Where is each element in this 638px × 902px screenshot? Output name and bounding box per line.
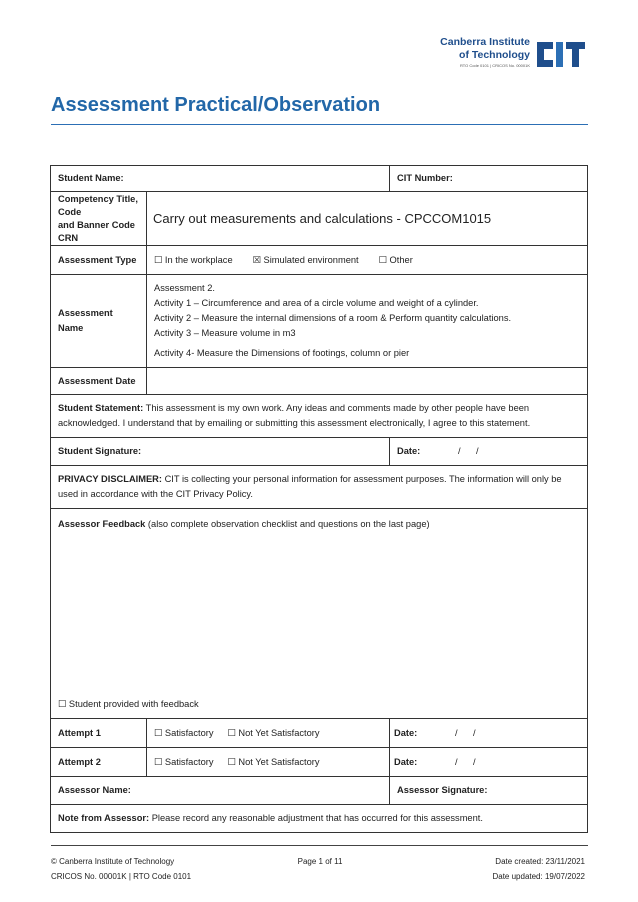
competency-label-line-3: CRN [58,232,79,243]
date-slash: / [475,446,479,456]
footer-cricos: CRICOS No. 00001K | RTO Code 0101 [51,872,192,881]
simulated-environment-checkbox[interactable]: ☒ Simulated environment [252,254,359,265]
assessment-date-row [51,368,588,395]
attempt-date-field[interactable] [390,748,588,777]
logo-line-3: RTO Code 0101 | CRICOS No. 00001K [459,63,530,68]
workplace-checkbox[interactable]: ☐ In the workplace [154,254,233,265]
cit-number-label: CIT Number: [397,173,453,183]
assessor-row [51,777,588,805]
assessor-feedback-note: (also complete observation checklist and questions on the last page) [145,519,430,529]
student-signature-row [51,438,588,466]
assessor-note [51,805,588,833]
student-statement-label: Student Statement: [58,403,144,413]
privacy-label: PRIVACY DISCLAIMER: [58,474,162,484]
date-slash: / [472,727,476,738]
assessor-name-field[interactable] [51,777,390,805]
assessment-name-value [147,275,588,368]
date-slash: / [457,446,461,456]
student-statement [51,395,588,438]
date-slash: / [454,727,458,738]
competency-label [51,192,147,246]
attempt-label: Attempt 2 [51,748,147,777]
student-statement-text: This assessment is my own work. Any ideas and comments made by other people have been acknowledged. I understand that by emailing or submitting this assessment electronically, I agree to this statement. [58,403,531,428]
logo-line-2: of Technology [459,49,530,61]
competency-row [51,192,588,246]
student-name-field[interactable] [51,166,390,192]
date-slash: / [454,756,458,767]
assessor-feedback-heading [58,517,430,532]
student-signature-label: Student Signature: [58,446,142,456]
assessment-name-row [51,275,588,368]
date-label: Date: [394,727,418,738]
satisfactory-checkbox[interactable]: ☐ Satisfactory [154,756,214,767]
feedback-provided-checkbox[interactable]: ☐ Student provided with feedback [58,699,199,709]
assessor-signature-field[interactable] [390,777,588,805]
assessment-name-line: Activity 4- Measure the Dimensions of footings, column or pier [154,348,410,358]
assessment-name-line: Assessment 2. [154,283,215,293]
footer-copyright: © Canberra Institute of Technology [51,857,175,866]
attempt-date-field[interactable] [390,719,588,748]
assessor-note-row [51,805,588,833]
satisfactory-checkbox[interactable]: ☐ Satisfactory [154,727,214,738]
assessment-form-table [50,165,588,833]
title-divider [51,124,588,125]
privacy-disclaimer [51,466,588,509]
privacy-row [51,466,588,509]
page-title: Assessment Practical/Observation [51,94,381,116]
cit-logo [430,36,590,76]
student-name-label: Student Name: [58,173,124,183]
date-label: Date: [394,756,418,767]
assessor-note-text: Please record any reasonable adjustment that has occurred for this assessment. [149,813,483,823]
student-statement-row [51,395,588,438]
student-date-field[interactable] [390,438,588,466]
assessment-name-line: Activity 3 – Measure volume in m3 [154,328,296,338]
assessor-note-label: Note from Assessor: [58,813,150,823]
assessor-name-label: Assessor Name: [58,785,131,795]
assessment-type-label: Assessment Type [51,246,147,275]
footer-page-number: Page 1 of 11 [297,857,343,866]
student-signature-field[interactable] [51,438,390,466]
assessor-feedback-row [51,509,588,719]
cit-number-field[interactable] [390,166,588,192]
attempt-row [51,719,588,748]
attempt-row [51,748,588,777]
competency-label-line-1: Competency Title, Code [58,193,138,217]
date-label: Date: [397,446,421,456]
assessment-date-label: Assessment Date [51,368,147,395]
assessment-name-line: Activity 1 – Circumference and area of a circle volume and weight of a cylinder. [154,298,479,308]
date-slash: / [472,756,476,767]
student-name-row [51,166,588,192]
not-yet-satisfactory-checkbox[interactable]: ☐ Not Yet Satisfactory [227,727,320,738]
logo-text [430,36,530,70]
logo-line-1: Canberra Institute [440,36,530,48]
other-checkbox[interactable]: ☐ Other [378,254,413,265]
privacy-text: CIT is collecting your personal information for assessment purposes. The information will only be used in accordance with the CIT Privacy Policy. [58,474,562,499]
attempt-options [147,719,390,748]
assessment-name-label: Assessment Name [51,275,147,368]
assessment-type-row [51,246,588,275]
assessment-type-options [147,246,588,275]
footer-date-updated: Date updated: 19/07/2022 [492,872,585,881]
assessor-signature-label: Assessor Signature: [397,785,488,795]
assessor-feedback-label: Assessor Feedback [58,519,146,529]
competency-label-line-2: and Banner Code [58,219,135,230]
footer-divider [51,845,588,846]
assessor-feedback-field[interactable] [51,509,588,719]
attempt-options [147,748,390,777]
not-yet-satisfactory-checkbox[interactable]: ☐ Not Yet Satisfactory [227,756,320,767]
cit-logo-mark-icon [535,38,587,71]
assessment-name-line: Activity 2 – Measure the internal dimensions of a room & Perform quantity calculations. [154,313,512,323]
attempt-label: Attempt 1 [51,719,147,748]
competency-value: Carry out measurements and calculations - CPCCOM1015 [147,192,588,246]
assessment-date-field[interactable] [147,368,588,395]
footer-date-created: Date created: 23/11/2021 [495,857,585,866]
